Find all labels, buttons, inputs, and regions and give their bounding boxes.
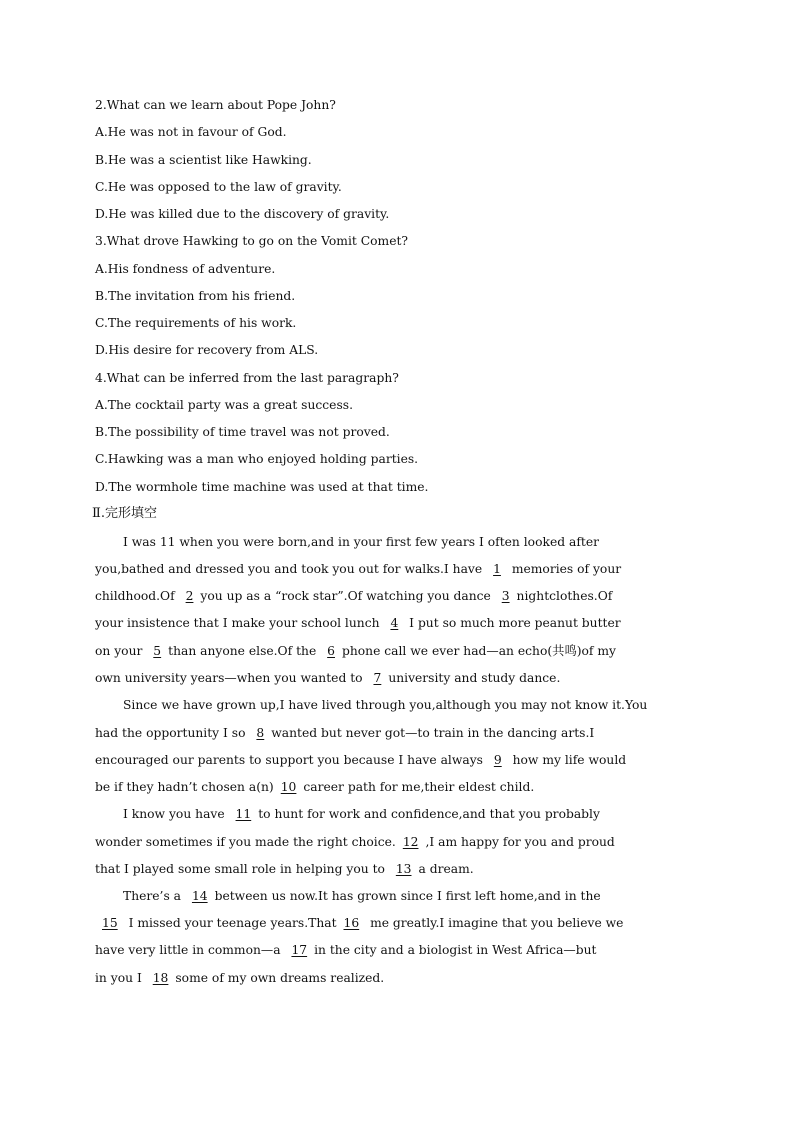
question-3-option-c: C.The requirements of his work. xyxy=(95,316,297,330)
question-4-option-a: A.The cocktail party was a great success. xyxy=(95,398,353,412)
passage-line: had the opportunity I so 8 wanted but never got—to train in the dancing arts.I xyxy=(95,726,595,740)
question-number: 2. xyxy=(95,98,107,112)
passage-line: wonder sometimes if you made the right choice. 12 ,I am happy for you and proud xyxy=(95,835,615,849)
question-number: 3. xyxy=(95,234,107,248)
blank-13: 13 xyxy=(395,862,412,876)
blank-2: 2 xyxy=(185,589,194,603)
question-3-option-a: A.His fondness of adventure. xyxy=(95,262,276,276)
passage-line: have very little in common—a 17 in the city and a biologist in West Africa—but xyxy=(95,943,597,957)
question-4-option-b: B.The possibility of time travel was not proved. xyxy=(95,425,390,439)
blank-4: 4 xyxy=(390,616,399,630)
blank-18: 18 xyxy=(152,971,169,985)
question-text: What can be inferred from the last paragraph? xyxy=(106,371,399,385)
question-text: What drove Hawking to go on the Vomit Comet? xyxy=(106,234,409,248)
question-2-option-d: D.He was killed due to the discovery of gravity. xyxy=(95,207,390,221)
blank-1: 1 xyxy=(493,562,501,576)
question-2-option-c: C.He was opposed to the law of gravity. xyxy=(95,180,342,194)
passage-line: be if they hadn’t chosen a(n) 10 career path for me,their eldest child. xyxy=(95,780,535,794)
blank-16: 16 xyxy=(343,916,360,930)
question-number: 4. xyxy=(95,371,107,385)
blank-7: 7 xyxy=(373,671,382,685)
passage-line: that I played some small role in helping you to 13 a dream. xyxy=(95,862,474,876)
blank-8: 8 xyxy=(256,726,265,740)
question-2-option-b: B.He was a scientist like Hawking. xyxy=(95,153,312,167)
question-4-option-c: C.Hawking was a man who enjoyed holding parties. xyxy=(95,452,419,466)
section-title: Ⅱ.完形填空 xyxy=(92,506,157,521)
passage-line: childhood.Of 2 you up as a “rock star”.Of watching you dance 3 nightclothes.Of xyxy=(95,589,613,603)
passage-line: Since we have grown up,I have lived through you,although you may not know it.You xyxy=(123,698,648,712)
blank-6: 6 xyxy=(327,644,335,658)
passage-line: in you I 18 some of my own dreams realized. xyxy=(95,971,385,985)
question-3-option-d: D.His desire for recovery from ALS. xyxy=(95,343,319,357)
passage-line: 15 I missed your teenage years.That 16 me greatly.I imagine that you believe we xyxy=(95,915,695,931)
question-2-stem xyxy=(95,97,695,113)
passage-line: own university years—when you wanted to 7 university and study dance. xyxy=(95,671,561,685)
passage-line: you,bathed and dressed you and took you out for walks.I have 1 memories of your xyxy=(95,562,622,576)
blank-14: 14 xyxy=(191,889,208,903)
blank-9: 9 xyxy=(493,753,502,767)
blank-10: 10 xyxy=(280,780,297,794)
passage-line: on your 5 than anyone else.Of the 6 phone call we ever had—an echo(共鸣)of my xyxy=(95,644,617,658)
question-4-option-d: D.The wormhole time machine was used at that time. xyxy=(95,480,429,494)
passage-line: encouraged our parents to support you because I have always 9 how my life would xyxy=(95,753,627,767)
blank-12: 12 xyxy=(402,835,419,849)
passage-line: There’s a 14 between us now.It has grown since I first left home,and in the xyxy=(123,889,601,903)
blank-11: 11 xyxy=(235,807,252,821)
blank-5: 5 xyxy=(153,644,162,658)
passage-line: I was 11 when you were born,and in your first few years I often looked after xyxy=(123,535,599,549)
question-text: What can we learn about Pope John? xyxy=(106,98,336,112)
blank-15: 15 xyxy=(102,916,118,930)
blank-3: 3 xyxy=(501,589,510,603)
question-3-option-b: B.The invitation from his friend. xyxy=(95,289,296,303)
question-2-option-a: A.He was not in favour of God. xyxy=(95,125,287,139)
passage-line: I know you have 11 to hunt for work and confidence,and that you probably xyxy=(123,807,600,821)
question-3-stem xyxy=(95,233,695,249)
question-4-stem xyxy=(95,370,695,386)
passage-line: your insistence that I make your school lunch 4 I put so much more peanut butter xyxy=(95,616,621,630)
blank-17: 17 xyxy=(291,943,308,957)
